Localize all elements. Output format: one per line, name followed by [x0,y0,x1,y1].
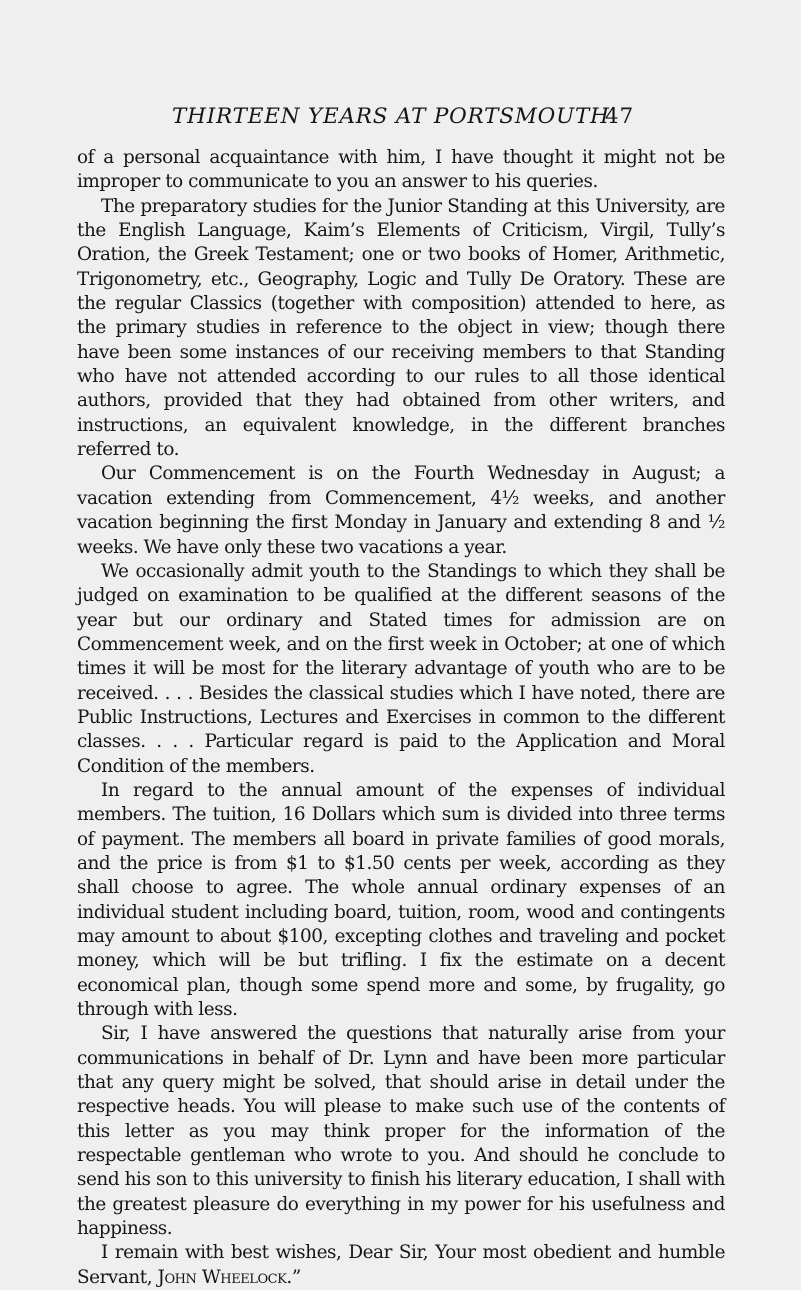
closing-text: I remain with best wishes, Dear Sir, Your most obedient and humble Servant, [77,1242,725,1288]
paragraph: Our Commencement is on the Fourth Wednesday in August; a vacation extending from Commencement, 4½ weeks, and another vacation beginning the first Monday in January and extending 8 and ½ weeks. We have only these two vacations a year. [77,463,725,558]
running-head [172,104,634,134]
page-number: 47 [605,104,634,129]
signature: John Wheelock.” [157,1266,301,1288]
paragraph: of a personal acquaintance with him, I have thought it might not be improper to communicate to you an answer to his queries. [77,147,725,193]
paragraph: In regard to the annual amount of the expenses of individual members. The tuition, 16 Dollars which sum is divided into three terms of payment. The members all board in private families of good morals, and the price is from $1 to $1.50 cents per week, according as they shall choose to agree. The whole annual ordinary expenses of an individual student including board, tuition, room, wood and contingents may amount to about $100, excepting clothes and traveling and pocket money, which will be but trifling. I fix the estimate on a decent economical plan, though some spend more and some, by frugality, go through with less. [77,779,725,1021]
closing-paragraph [77,1241,725,1290]
paragraph: We occasionally admit youth to the Standings to which they shall be judged on examination to be qualified at the different seasons of the year but our ordinary and Stated times for admission are on Commencement week, and on the first week in October; at one of which times it will be most for the literary advantage of youth who are to be received. . . . Besides the classical studies which I have noted, there are Public Instructions, Lectures and Exercises in common to the different classes. . . . Particular regard is paid to the Application and Moral Condition of the members. [77,560,725,777]
body-text [77,146,725,1290]
paragraph: The preparatory studies for the Junior Standing at this University, are the English Language, Kaim’s Elements of Criticism, Virgil, Tully’s Oration, the Greek Testament; one or two books of Homer, Arithmetic, Trigonometry, etc., Geography, Logic and Tully De Oratory. These are the regular Classics (together with composition) attended to here, as the primary studies in reference to the object in view; though there have been some instances of our receiving members to that Standing who have not attended according to our rules to all those identical authors, provided that they had obtained from other writers, and instructions, an equivalent knowledge, in the different branches referred to. [77,195,725,461]
running-title: THIRTEEN YEARS AT PORTSMOUTH [172,104,610,129]
paragraph: Sir, I have answered the questions that naturally arise from your communications in behalf of Dr. Lynn and have been more particular that any query might be solved, that should arise in detail under the respective heads. You will please to make such use of the contents of this letter as you may think proper for the information of the respectable gentleman who wrote to you. And should he conclude to send his son to this university to finish his literary education, I shall with the greatest pleasure do everything in my power for his usefulness and happiness. [77,1023,725,1240]
